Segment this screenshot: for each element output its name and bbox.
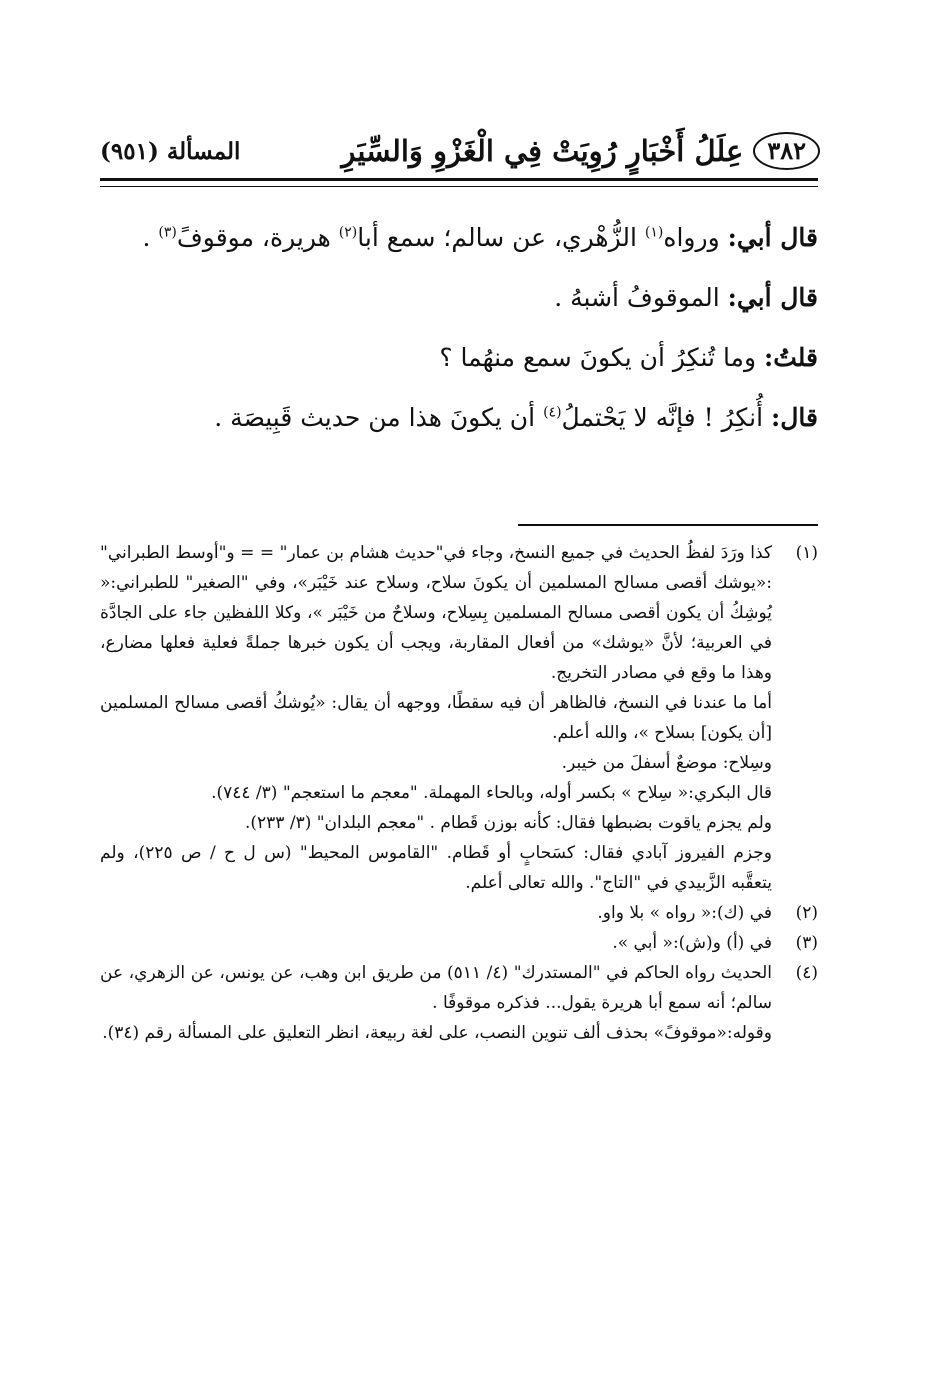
header-rule-thin — [100, 186, 818, 187]
footnote-ref: (٤) — [543, 404, 562, 421]
speaker-label: قلتُ: — [763, 343, 818, 372]
footnote-number: (٣) — [795, 933, 818, 953]
footnote-para: وجزم الفيروز آبادي فقال: كسَحابٍ أو قَطام. "القاموس المحيط" (س ل ح / ص ٢٢٥)، ولم يتعقَّبه الزَّبيدي في "التاج". والله تعالى أعلم. — [100, 843, 773, 893]
book-title: عِلَلُ أَخْبَارٍ رُوِيَتْ فِي الْغَزْوِ وَالسِّيَرِ — [341, 134, 744, 168]
footnote-number: (٤) — [795, 963, 818, 983]
footnote-para: في (أ) و(ش):« أبي ». — [612, 933, 772, 953]
paragraph-text: وما تُنكِرُ أن يكونَ سمع منهُما ؟ — [439, 343, 764, 372]
footnote-number: (٢) — [795, 903, 818, 923]
paragraph-3 — [100, 328, 818, 388]
footnote-ref: (١) — [644, 224, 664, 241]
page-header — [100, 128, 820, 174]
footnote-para: الحديث رواه الحاكم في "المستدرك" (٤/ ٥١١) من طريق ابن وهب، عن يونس، عن الزهري، عن سالم؛ أنه سمع أبا هريرة يقول... فذكره موقوفًا . — [100, 963, 772, 1013]
footnote-3 — [100, 928, 818, 958]
paragraph-text: أن يكونَ هذا من حديث قَبِيصَة . — [214, 403, 544, 432]
paragraph-text: ورواه — [663, 223, 728, 252]
paragraph-1 — [100, 208, 818, 268]
footnotes — [100, 538, 818, 1048]
footnote-separator — [518, 524, 818, 526]
footnote-body — [100, 928, 772, 958]
footnote-para: وقوله:«موقوفً» بحذف ألف تنوين النصب، على لغة ربيعة، انظر التعليق على المسألة رقم (٣٤). — [102, 1023, 772, 1043]
issue-label: المسألة (٩٥١) — [100, 137, 241, 165]
page-number: ٣٨٢ — [753, 132, 820, 170]
footnote-body — [100, 898, 772, 928]
footnote-para: ولم يجزم ياقوت بضبطها فقال: كأنه بوزن قَطام . "معجم البلدان" (٣/ ٢٣٣). — [244, 813, 772, 833]
paragraph-text: هريرة، موقوفً — [176, 223, 339, 252]
footnote-4 — [100, 958, 818, 1048]
speaker-label: قال أبي: — [727, 283, 818, 312]
paragraph-text: الموقوفُ أشبهُ . — [554, 283, 728, 312]
speaker-label: قال: — [771, 403, 818, 432]
footnote-para: كذا ورَدَ لفظُ الحديث في جميع النسخ، وجاء في"حديث هشام بن عمار" = = و"أوسط الطبراني" :«يوشك أقصى مسالح المسلمين أن يكونَ سلاح، وسلاح عند خَيْبَر»، وفي "الصغير" للطبراني:« يُوشِكُ أن يكون أقصى مسالح المسلمين بِسِلاح، وسلاحٌ من خَيْبَر »، وكلا اللفظين جاء على الجادَّة في العربية؛ لأنَّ «يوشك» من أفعال المقاربة، ويجب أن يكون خبرها جملةً فعلية فعلها مضارع، وهذا ما وقع في مصادر التخريج. — [100, 543, 772, 683]
paragraph-text: . — [142, 223, 159, 252]
footnote-para: أما ما عندنا في النسخ، فالظاهر أن فيه سقطًا، ووجهه أن يقال: «يُوشكُ أقصى مسالح المسلمين [أن يكون] بسلاح »، والله أعلم. — [100, 693, 772, 743]
paragraph-2 — [100, 268, 818, 328]
footnote-number: (١) — [795, 543, 818, 563]
header-rule-thick — [100, 178, 818, 181]
paragraph-text: الزُّهْري، عن سالم؛ سمع أبا — [357, 223, 645, 252]
footnote-ref: (٢) — [338, 224, 358, 241]
paragraph-text: أُنكِرُ ! فإنَّه لا يَحْتملُ — [561, 403, 772, 432]
main-text — [100, 208, 818, 448]
footnote-para: في (ك):« رواه » بلا واو. — [597, 903, 772, 923]
footnote-body — [100, 958, 772, 1048]
paragraph-4 — [100, 388, 818, 448]
footnote-body — [100, 538, 772, 898]
speaker-label: قال أبي: — [727, 223, 818, 252]
footnote-1 — [100, 538, 818, 898]
footnote-para: وسِلاح: موضعٌ أسفلَ من خيبر. — [561, 753, 772, 773]
footnote-ref: (٣) — [158, 224, 177, 241]
footnote-2 — [100, 898, 818, 928]
footnote-para: قال البكري:« سِلاح » بكسر أوله، وبالحاء المهملة. "معجم ما استعجم" (٣/ ٧٤٤). — [211, 783, 772, 803]
